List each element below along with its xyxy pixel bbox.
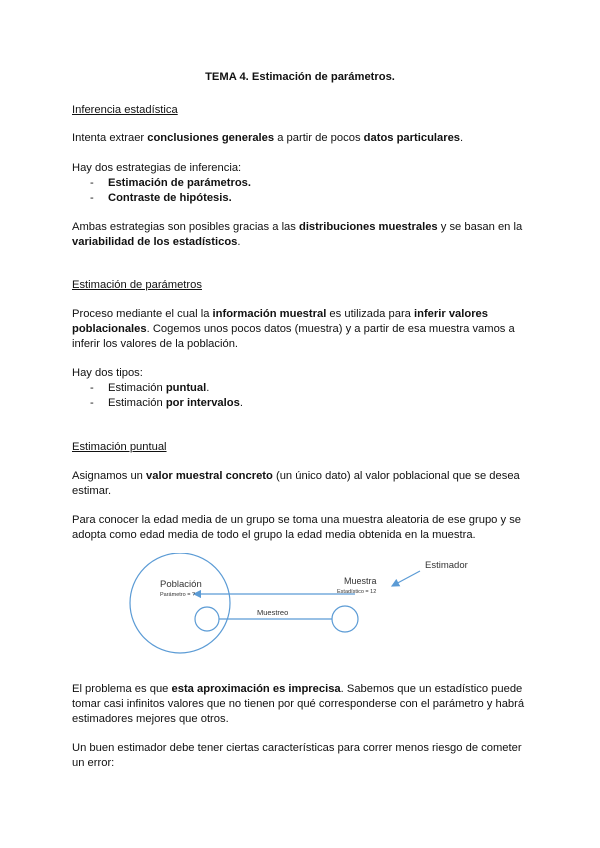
heading-estimacion-parametros: Estimación de parámetros	[72, 279, 202, 291]
paragraph-buen-estimador: Un buen estimador debe tener ciertas características para correr menos riesgo de cometer un error:	[72, 742, 522, 769]
label-parametro: Parámetro = ?	[160, 592, 196, 598]
paragraph-ambas-estrategias: Ambas estrategias son posibles gracias a las distribuciones muestrales y se basan en la variabilidad de los estadísticos.	[72, 221, 523, 248]
paragraph-inferencia-definicion: Intenta extraer conclusiones generales a partir de pocos datos particulares.	[72, 132, 464, 144]
label-estadistico: Estadístico = 12	[337, 589, 377, 595]
muestra-circle-inner	[195, 607, 219, 631]
paragraph-proceso: Proceso mediante el cual la información muestral es utilizada para inferir valores poblacionales. Cogemos unos pocos datos (muestra) y a partir de esa muestra vamos a inferir los valores de la población.	[72, 308, 515, 350]
list-tipos	[72, 381, 532, 411]
paragraph-problema: El problema es que esta aproximación es imprecisa. Sabemos que un estadístico puede tomar casi infinitos valores que no tienen por qué corresponderse con el parámetro y habrá estimadores mejores que otros.	[72, 683, 525, 725]
paragraph-tipos-intro: Hay dos tipos:	[72, 367, 143, 379]
document-title: TEMA 4. Estimación de parámetros.	[205, 71, 395, 83]
paragraph-ejemplo-edad: Para conocer la edad media de un grupo se toma una muestra aleatoria de ese grupo y se adopta como edad media de todo el grupo la edad media obtenida en la muestra.	[72, 514, 522, 541]
heading-inferencia: Inferencia estadística	[72, 104, 178, 116]
list-estrategias	[72, 176, 532, 206]
list-item: - Estimación de parámetros.	[90, 177, 252, 189]
heading-estimacion-puntual: Estimación puntual	[72, 441, 167, 453]
label-estimador: Estimador	[425, 560, 468, 571]
paragraph-asignamos: Asignamos un valor muestral concreto (un único dato) al valor poblacional que se desea estimar.	[72, 470, 520, 497]
estimador-arrow	[392, 571, 420, 586]
estimation-diagram	[120, 553, 500, 673]
poblacion-circle	[130, 553, 230, 653]
list-item: - Contraste de hipótesis.	[90, 192, 232, 204]
label-poblacion: Población	[160, 579, 202, 590]
list-item: - Estimación puntual.	[90, 382, 210, 394]
muestra-circle	[332, 606, 358, 632]
label-muestreo: Muestreo	[257, 608, 289, 617]
label-muestra: Muestra	[344, 576, 377, 586]
paragraph-estrategias-intro: Hay dos estrategias de inferencia:	[72, 162, 242, 174]
list-item: - Estimación por intervalos.	[90, 397, 243, 409]
